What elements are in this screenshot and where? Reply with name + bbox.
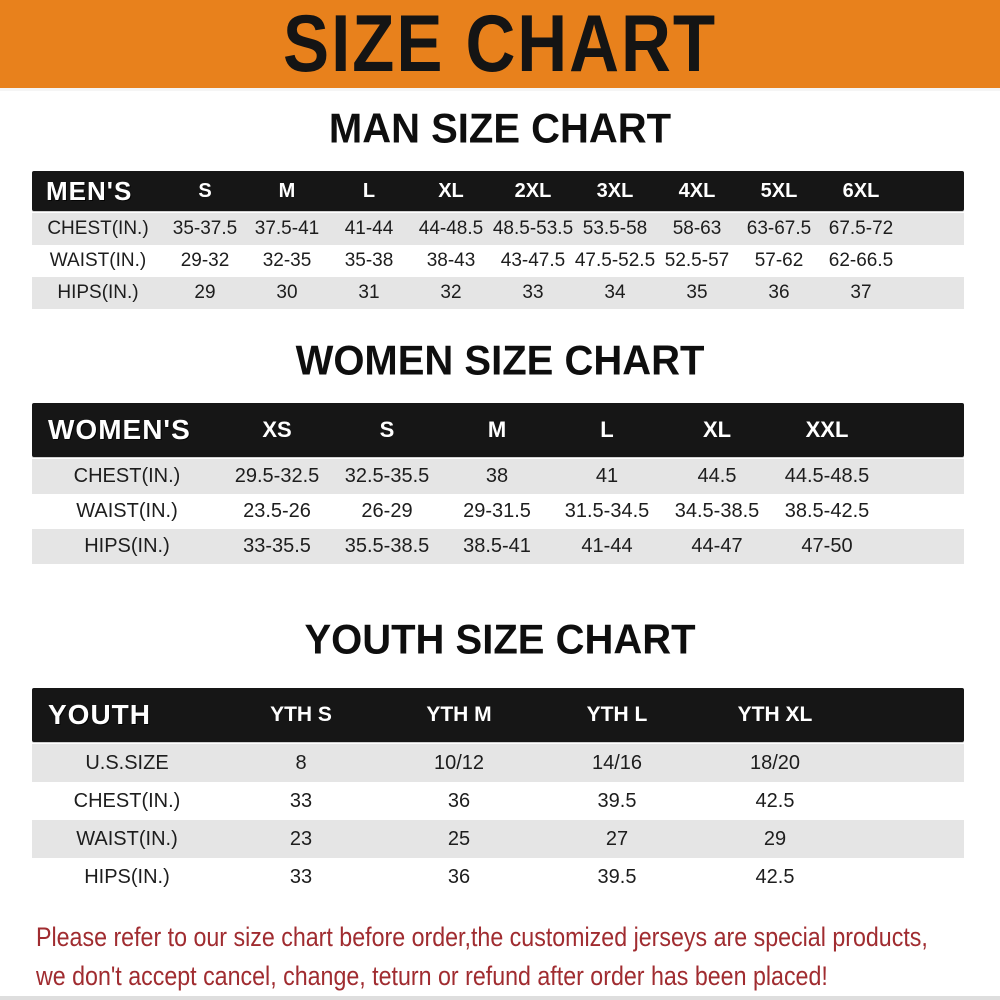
women-table-header-row — [32, 403, 964, 457]
column-header: XXL — [805, 417, 849, 442]
table-cell: 44-48.5 — [418, 218, 484, 239]
table-row — [32, 245, 964, 277]
column-header: L — [600, 417, 614, 442]
table-cell: 35-38 — [344, 250, 394, 271]
row-label: HIPS(IN.) — [84, 535, 170, 557]
table-cell: 44-47 — [691, 535, 743, 557]
men-section-heading: MAN SIZE CHART — [328, 105, 672, 153]
table-cell: 25 — [447, 827, 471, 850]
column-header: S — [198, 179, 212, 202]
row-label: CHEST(IN.) — [73, 465, 181, 487]
table-cell: 32 — [440, 282, 462, 303]
table-cell: 35 — [686, 282, 708, 303]
column-header: 2XL — [514, 179, 552, 202]
column-header: 5XL — [760, 179, 798, 202]
table-cell: 14/16 — [591, 751, 643, 774]
column-header: L — [362, 179, 376, 202]
men-table-header-row — [32, 171, 964, 211]
table-cell: 29-32 — [180, 250, 230, 271]
column-header: YTH S — [270, 703, 332, 726]
table-cell: 58-63 — [672, 218, 722, 239]
column-header: XL — [702, 417, 732, 442]
column-header: YTH M — [426, 703, 492, 726]
table-row — [32, 529, 964, 564]
size-chart-sections — [0, 107, 1000, 896]
table-cell: 44.5 — [697, 465, 737, 487]
footer-notice — [36, 918, 928, 996]
table-cell: 8 — [295, 751, 307, 774]
column-header: M — [487, 417, 507, 442]
women-table-corner-label: WOMEN'S — [48, 414, 191, 445]
table-cell: 29 — [194, 282, 216, 303]
men-table-corner-label: MEN'S — [46, 175, 133, 206]
table-cell: 42.5 — [755, 865, 795, 888]
table-cell: 38 — [485, 465, 509, 487]
table-cell: 33 — [289, 789, 313, 812]
row-label: HIPS(IN.) — [57, 282, 139, 303]
table-cell: 53.5-58 — [582, 218, 648, 239]
table-cell: 36 — [768, 282, 790, 303]
youth-table-corner-label: YOUTH — [48, 699, 151, 730]
column-header: YTH XL — [737, 703, 813, 726]
women-section — [0, 339, 1000, 564]
table-cell: 44.5-48.5 — [784, 465, 870, 487]
column-header: YTH L — [586, 703, 648, 726]
table-row — [32, 782, 964, 820]
table-cell: 48.5-53.5 — [492, 218, 574, 239]
table-cell: 33-35.5 — [243, 535, 311, 557]
table-cell: 43-47.5 — [500, 250, 566, 271]
table-row — [32, 213, 964, 245]
row-label: U.S.SIZE — [85, 751, 169, 774]
table-cell: 36 — [447, 789, 471, 812]
table-cell: 35-37.5 — [172, 218, 238, 239]
row-label: WAIST(IN.) — [76, 500, 178, 522]
table-row — [32, 494, 964, 529]
column-header: 4XL — [678, 179, 716, 202]
notice-line-2: we don't accept cancel, change, teturn or refund after order has been placed! — [36, 961, 828, 991]
column-header: 6XL — [842, 179, 880, 202]
table-cell: 39.5 — [597, 865, 637, 888]
table-cell: 27 — [605, 827, 629, 850]
table-cell: 38-43 — [426, 250, 476, 271]
table-cell: 37.5-41 — [254, 218, 320, 239]
notice-line-1: Please refer to our size chart before order,the customized jerseys are special products, — [36, 922, 928, 952]
table-cell: 29.5-32.5 — [234, 465, 320, 487]
table-cell: 38.5-41 — [463, 535, 531, 557]
row-label: WAIST(IN.) — [76, 827, 178, 850]
table-cell: 37 — [850, 282, 872, 303]
table-cell: 42.5 — [755, 789, 795, 812]
table-cell: 38.5-42.5 — [784, 500, 870, 522]
row-label: WAIST(IN.) — [49, 250, 147, 271]
table-cell: 33 — [289, 865, 313, 888]
table-row — [32, 277, 964, 309]
youth-size-table — [32, 688, 964, 896]
table-cell: 33 — [522, 282, 544, 303]
table-cell: 32.5-35.5 — [344, 465, 430, 487]
table-cell: 41-44 — [344, 218, 394, 239]
column-header: XS — [262, 417, 292, 442]
table-cell: 34 — [604, 282, 626, 303]
page-title: SIZE CHART — [283, 0, 717, 89]
banner — [0, 0, 1000, 91]
table-cell: 57-62 — [754, 250, 804, 271]
table-cell: 23.5-26 — [243, 500, 311, 522]
youth-table-header-row — [32, 688, 964, 742]
table-cell: 23 — [289, 827, 313, 850]
table-cell: 29 — [763, 827, 787, 850]
table-cell: 39.5 — [597, 789, 637, 812]
table-row — [32, 459, 964, 494]
table-cell: 52.5-57 — [664, 250, 730, 271]
women-size-table — [32, 403, 964, 564]
youth-section — [0, 618, 1000, 896]
row-label: CHEST(IN.) — [47, 218, 149, 239]
table-cell: 31 — [358, 282, 380, 303]
table-row — [32, 820, 964, 858]
table-cell: 67.5-72 — [828, 218, 894, 239]
women-section-heading: WOMEN SIZE CHART — [295, 337, 705, 385]
column-header: S — [379, 417, 395, 442]
image-bottom-edge — [0, 996, 1000, 1000]
table-cell: 31.5-34.5 — [564, 500, 650, 522]
table-cell: 29-31.5 — [463, 500, 531, 522]
table-cell: 63-67.5 — [746, 218, 812, 239]
table-cell: 41-44 — [581, 535, 633, 557]
table-cell: 36 — [447, 865, 471, 888]
table-row — [32, 858, 964, 896]
column-header: 3XL — [596, 179, 634, 202]
youth-section-heading: YOUTH SIZE CHART — [304, 616, 696, 664]
table-cell: 10/12 — [433, 751, 485, 774]
table-cell: 30 — [276, 282, 298, 303]
table-cell: 62-66.5 — [828, 250, 894, 271]
row-label: CHEST(IN.) — [73, 789, 181, 812]
column-header: XL — [438, 179, 464, 202]
table-cell: 18/20 — [749, 751, 801, 774]
table-cell: 35.5-38.5 — [344, 535, 430, 557]
men-section — [0, 107, 1000, 309]
men-size-table — [32, 171, 964, 309]
column-header: M — [278, 179, 296, 202]
row-label: HIPS(IN.) — [84, 865, 170, 888]
table-cell: 47-50 — [801, 535, 853, 557]
table-row — [32, 744, 964, 782]
table-cell: 32-35 — [262, 250, 312, 271]
table-cell: 47.5-52.5 — [574, 250, 656, 271]
table-cell: 41 — [595, 465, 619, 487]
table-cell: 26-29 — [361, 500, 413, 522]
table-cell: 34.5-38.5 — [674, 500, 760, 522]
